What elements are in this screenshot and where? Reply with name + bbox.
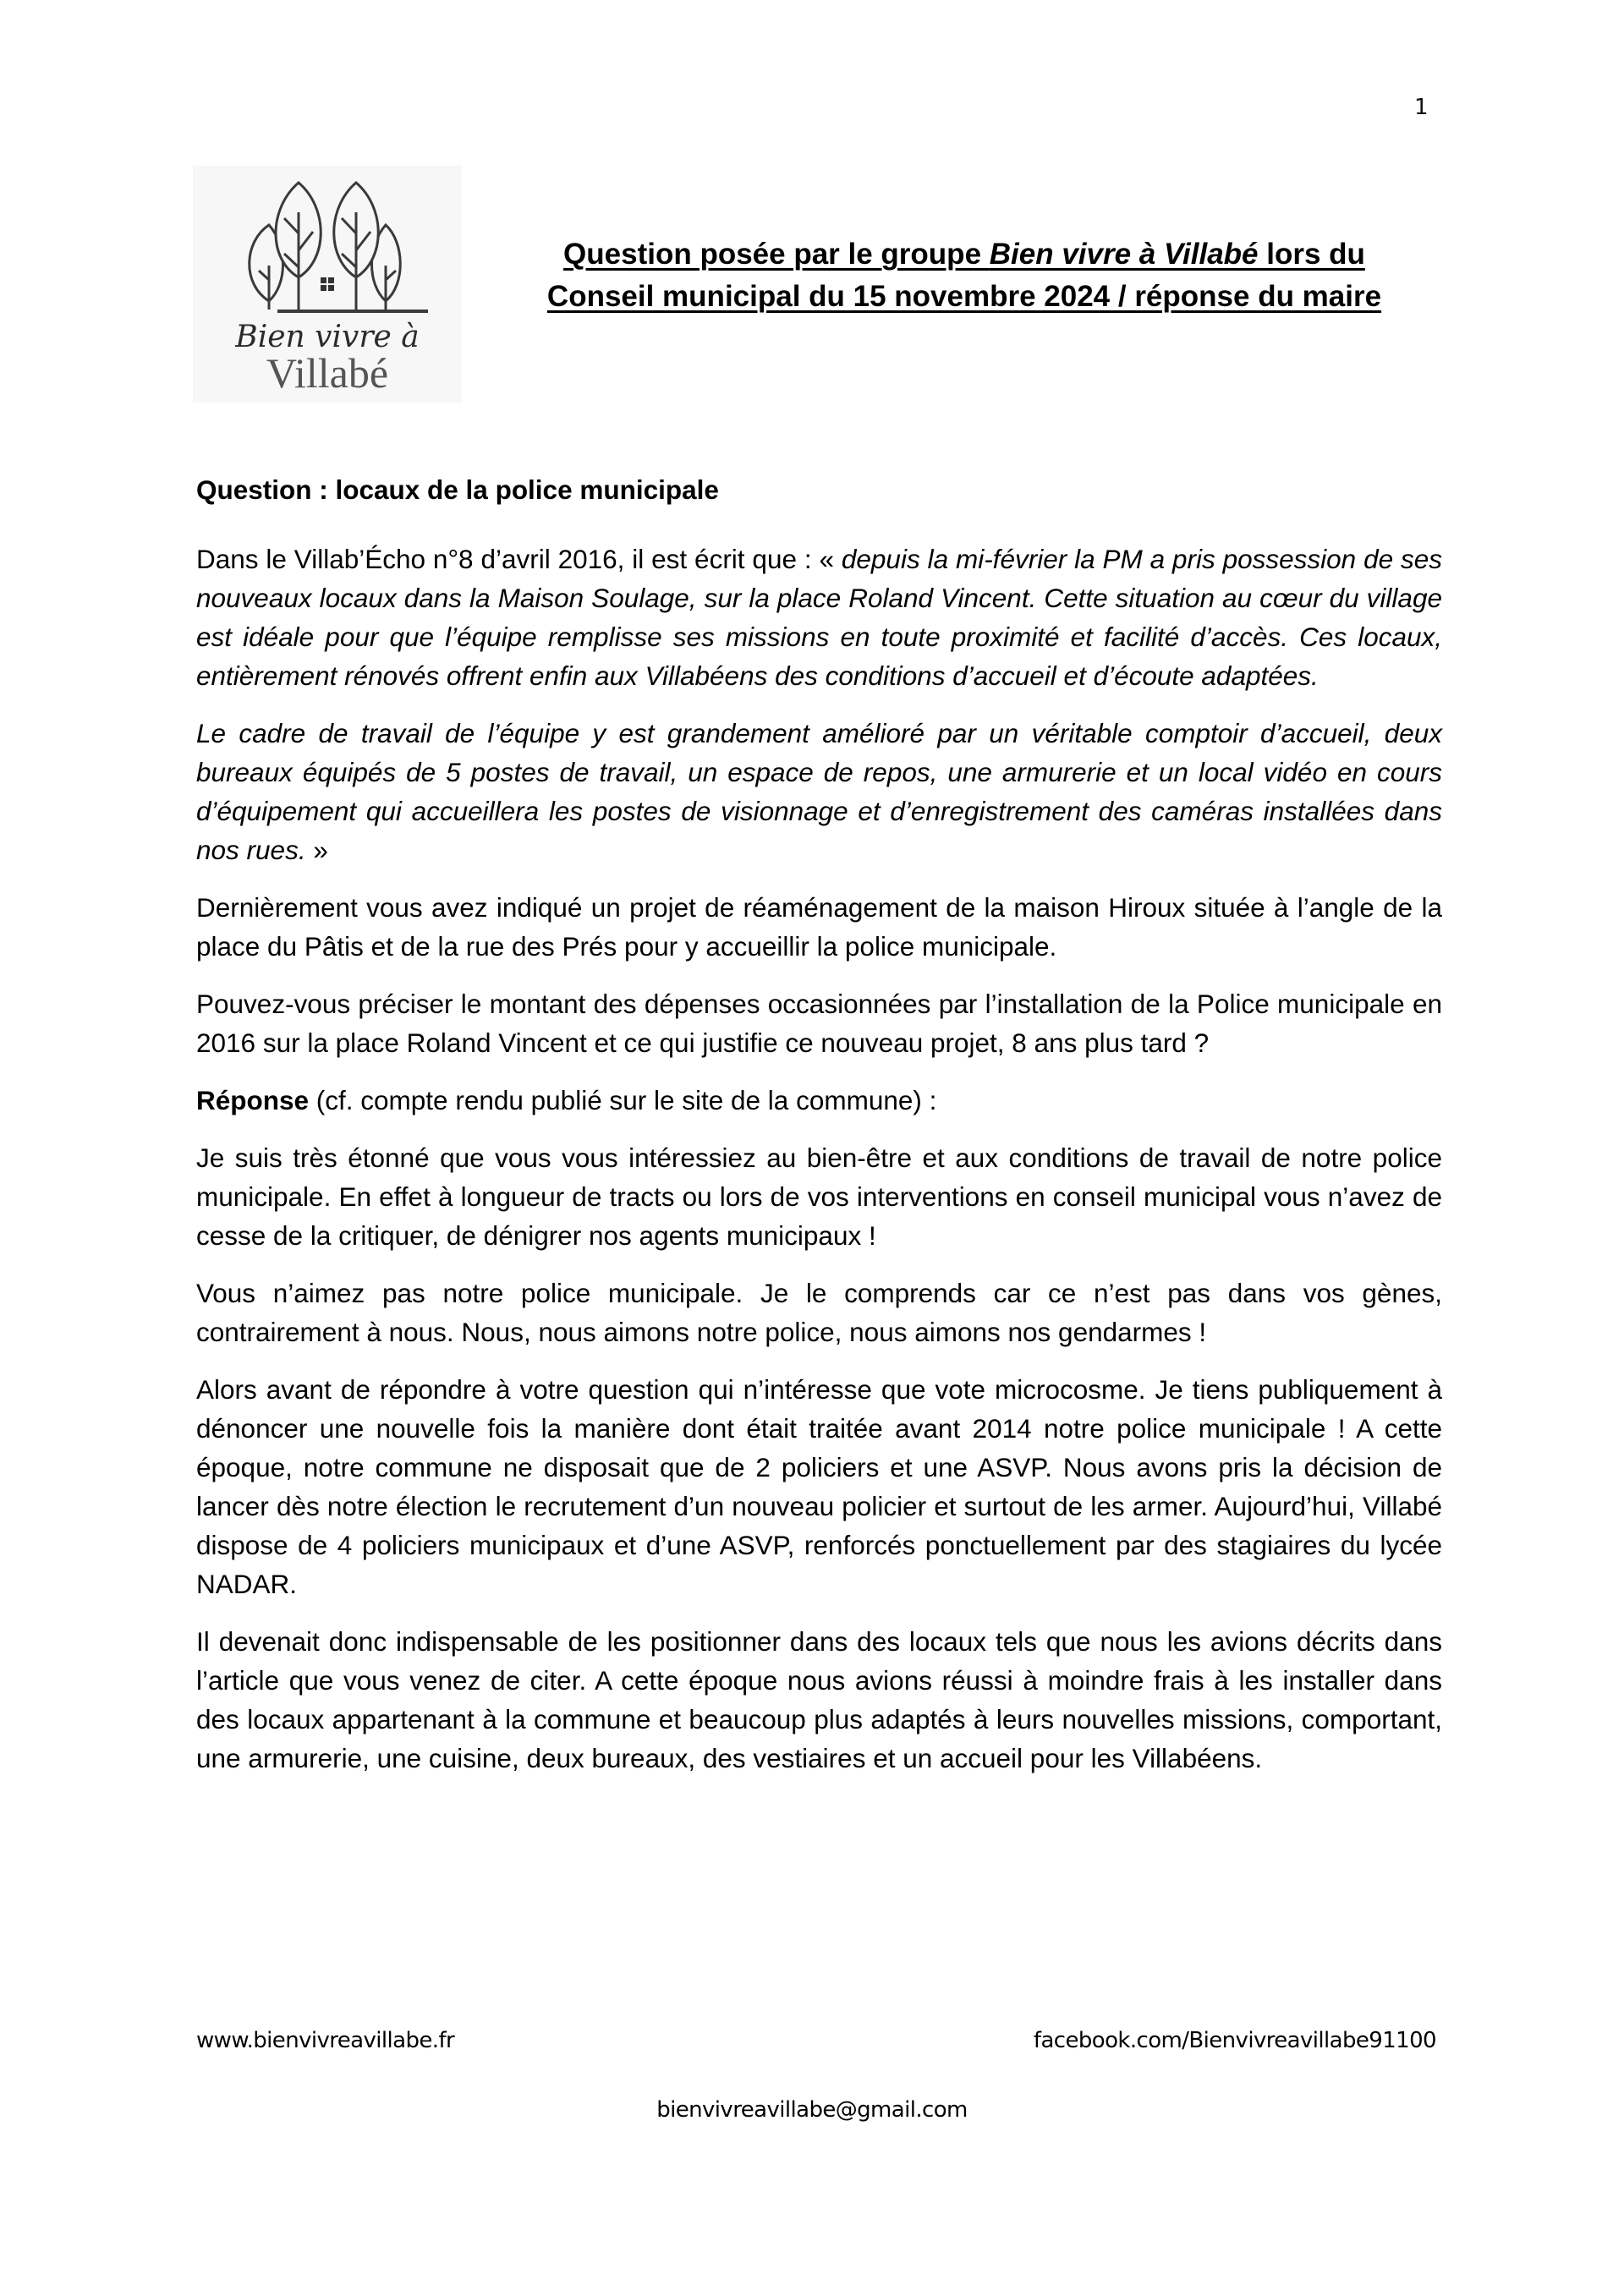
paragraph-question: Pouvez-vous préciser le montant des dépenses occasionnées par l’installation de la Police municipale en 2016 sur la place Roland Vincent et ce qui justifie ce nouveau projet, 8 ans plus tard ? bbox=[196, 989, 1442, 1058]
quoted-text: depuis la mi-février la PM a pris possession de ses nouveaux locaux dans la Maison Soulage, sur la place Roland Vincent. Cette situation au cœur du village est idéale pour que l’équipe remplisse ses missions en toute proximité et facilité d’accès. Ces locaux, entièrement rénovés offrent enfin aux Villabéens des conditions d’accueil et d’écoute adaptées. bbox=[196, 544, 1442, 691]
footer-email-link[interactable]: bienvivreavillabe@gmail.com bbox=[656, 2097, 968, 2123]
quoted-text: Le cadre de travail de l’équipe y est grandement amélioré par un véritable comptoir d’accueil, deux bureaux équipés de 5 postes de travail, un espace de repos, une armurerie et un local vidéo en cours d’équipement qui accueillera les postes de visionnage et d’enregistrement des caméras installées dans nos rues. bbox=[196, 718, 1442, 865]
logo-script-text: Bien vivre à bbox=[235, 320, 420, 354]
group-name: Bien vivre à Villabé bbox=[989, 238, 1259, 271]
paragraph-response: Vous n’aimez pas notre police municipale. Je le comprends car ce n’est pas dans vos gènes, contrairement à nous. Nous, nous aimons notre police, nous aimons nos gendarmes ! bbox=[196, 1278, 1442, 1347]
title-text: lors du bbox=[1258, 238, 1365, 271]
footer-facebook-link[interactable]: facebook.com/Bienvivreavillabe91100 bbox=[1033, 2028, 1436, 2053]
question-heading: Question : locaux de la police municipale bbox=[196, 474, 719, 505]
paragraph-text: Dans le Villab’Écho n°8 d’avril 2016, il est écrit que : « bbox=[196, 544, 842, 574]
paragraph-text: » bbox=[305, 835, 328, 865]
paragraph-quote-2 bbox=[196, 714, 1442, 869]
footer-website-link[interactable]: www.bienvivreavillabe.fr bbox=[196, 2028, 455, 2053]
paragraph-response: Alors avant de répondre à votre question qui n’intéresse que vote microcosme. Je tiens publiquement à dénoncer une nouvelle fois la manière dont était traitée avant 2014 notre police municipale ! A cette époque, notre commune ne disposait que de 2 policiers et une ASVP. Nous avons pris la décision de lancer dès notre élection le recrutement d’un nouveau policier et surtout de les armer. Aujourd’hui, Villabé dispose de 4 policiers municipaux et d’une ASVP, renforcés ponctuellement par des stagiaires du lycée NADAR. bbox=[196, 1374, 1442, 1599]
title-text: Conseil municipal du 15 novembre 2024 / réponse du maire bbox=[546, 280, 1382, 313]
document-title bbox=[474, 233, 1455, 318]
document-body bbox=[196, 470, 1442, 1796]
response-heading bbox=[196, 1081, 1442, 1120]
response-note: (cf. compte rendu publié sur le site de la commune) : bbox=[309, 1085, 937, 1115]
title-line-2 bbox=[474, 276, 1455, 318]
paragraph-quote-1 bbox=[196, 540, 1442, 695]
paragraph: Dernièrement vous avez indiqué un projet de réaménagement de la maison Hiroux située à l’angle de la place du Pâtis et de la rue des Prés pour y accueillir la police municipale. bbox=[196, 892, 1442, 962]
logo-name-text: Villabé bbox=[266, 349, 389, 397]
title-text: Question posée par le groupe bbox=[563, 238, 990, 271]
title-line-1 bbox=[474, 233, 1455, 276]
trees-house-logo-icon bbox=[193, 166, 462, 403]
paragraph-response: Il devenait donc indispensable de les positionner dans des locaux tels que nous les avions décrits dans l’article que vous venez de citer. A cette époque nous avions réussi à moindre frais à les installer dans des locaux appartenant à la commune et beaucoup plus adaptés à leurs nouvelles missions, comportant, une armurerie, une cuisine, deux bureaux, des vestiaires et un accueil pour les Villabéens. bbox=[196, 1626, 1442, 1773]
paragraph-response: Je suis très étonné que vous vous intéressiez au bien-être et aux conditions de travail de notre police municipale. En effet à longueur de tracts ou lors de vos interventions en conseil municipal vous n’avez de cesse de la critiquer, de dénigrer nos agents municipaux ! bbox=[196, 1143, 1442, 1251]
response-label: Réponse bbox=[196, 1085, 310, 1115]
page-number: 1 bbox=[1414, 95, 1429, 120]
logo bbox=[193, 166, 462, 403]
